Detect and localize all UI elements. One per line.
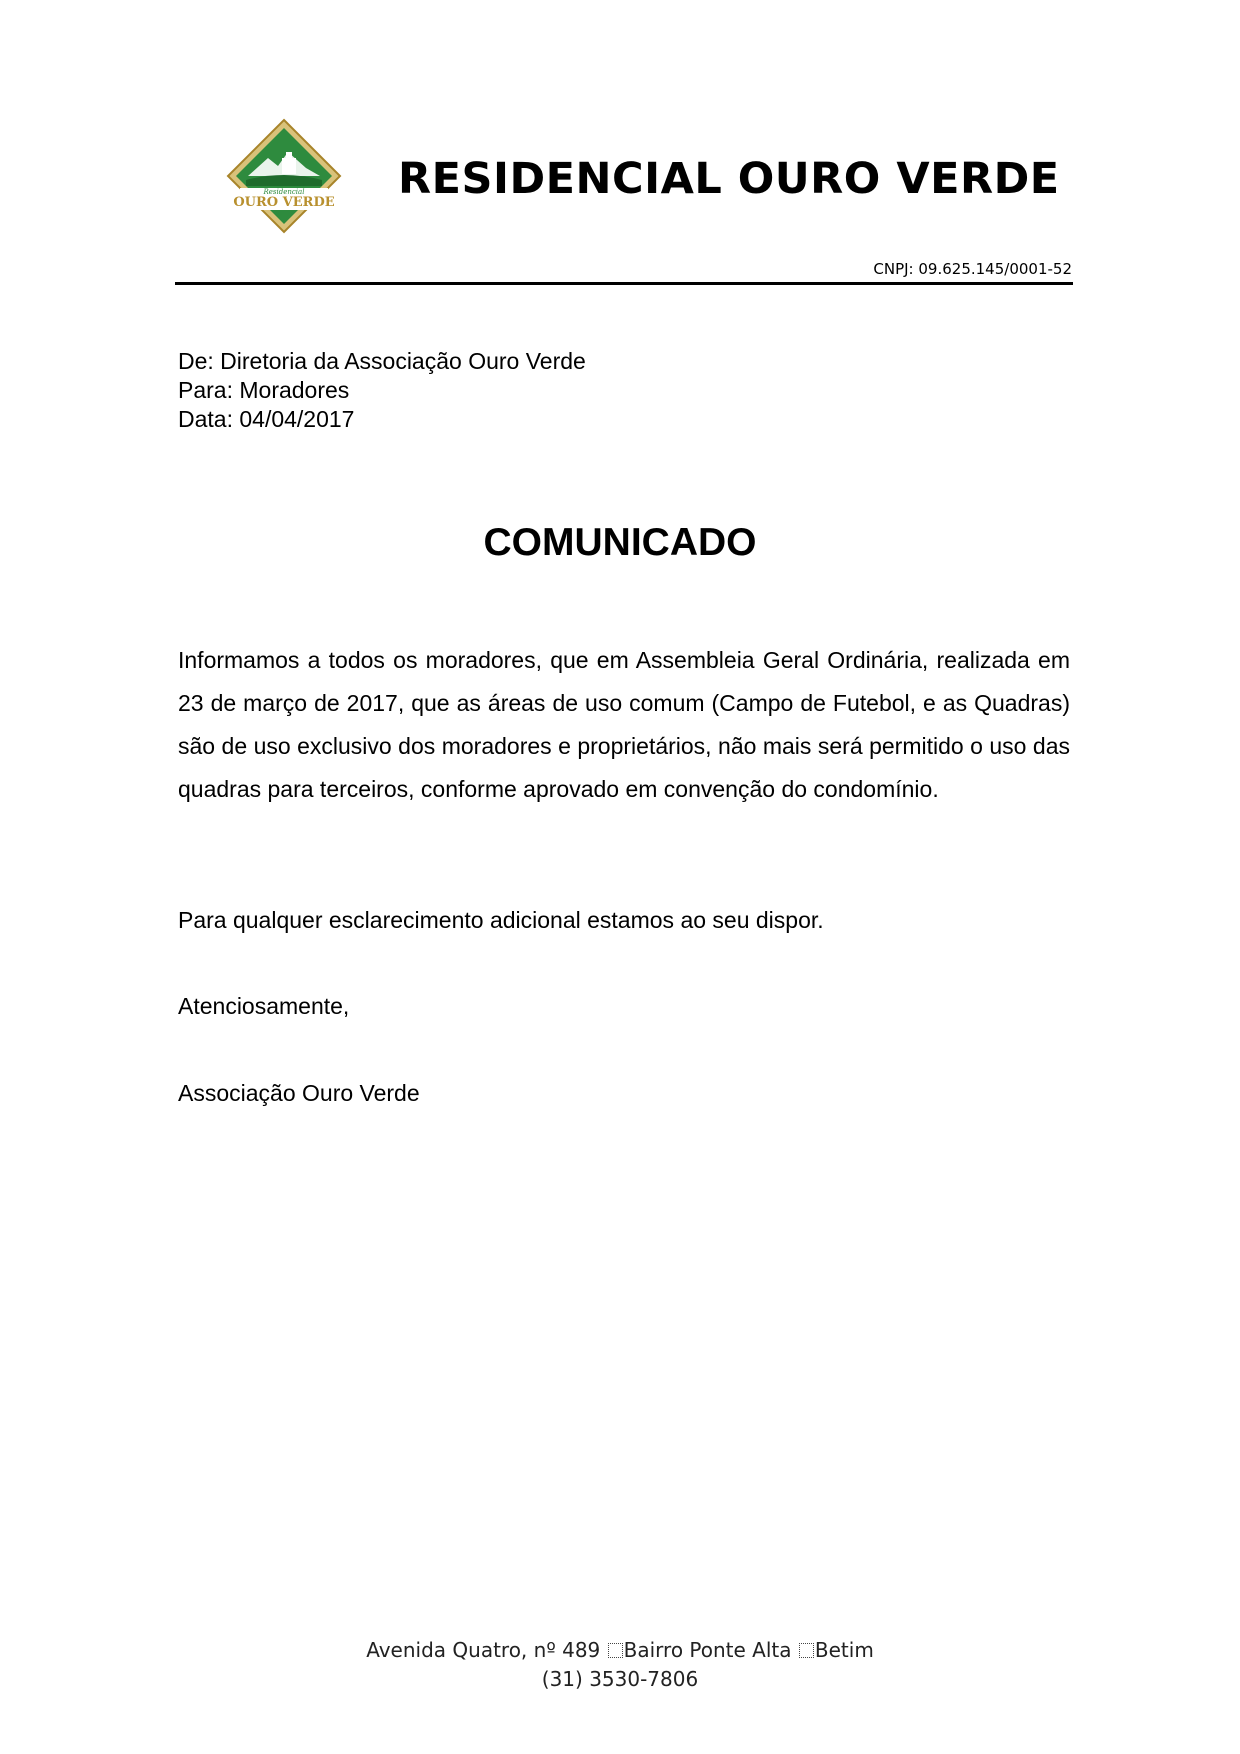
memo-date: Data: 04/04/2017	[178, 406, 355, 432]
memo-from: De: Diretoria da Associação Ouro Verde	[178, 348, 586, 374]
logo-emblem	[226, 118, 342, 234]
header-divider	[175, 282, 1073, 285]
body-paragraph-clarification: Para qualquer esclarecimento adicional estamos ao seu dispor.	[178, 907, 824, 933]
memo-to: Para: Moradores	[178, 377, 350, 403]
cnpj-text: CNPJ: 09.625.145/0001-52	[873, 260, 1072, 278]
document-title: COMUNICADO	[483, 521, 757, 564]
footer-address	[0, 1636, 1240, 1694]
page-title: RESIDENCIAL OURO VERDE	[398, 154, 1060, 204]
closing-text: Atenciosamente,	[178, 993, 350, 1019]
separator-icon	[608, 1643, 623, 1658]
footer-address-line	[0, 1636, 1240, 1665]
signature-text: Associação Ouro Verde	[178, 1080, 420, 1106]
footer-phone: (31) 3530-7806	[541, 1667, 699, 1691]
separator-icon	[799, 1643, 814, 1658]
footer-city: Betim	[814, 1638, 874, 1662]
logo-name: OURO VERDE	[233, 195, 335, 210]
memo-meta	[178, 347, 586, 434]
logo	[226, 118, 342, 234]
logo-top-text: Residencial	[263, 188, 305, 196]
body-paragraph-main: Informamos a todos os moradores, que em Assembleia Geral Ordinária, realizada em 23 de março de 2017, que as áreas de uso comum (Campo de Futebol, e as Quadras) são de uso exclusivo dos moradores e proprietários, não mais será permitido o uso das quadras para terceiros, conforme aprovado em convenção do condomínio.	[178, 647, 1070, 802]
footer-street: Avenida Quatro, nº 489	[366, 1638, 601, 1662]
footer-district: Bairro Ponte Alta	[623, 1638, 792, 1662]
